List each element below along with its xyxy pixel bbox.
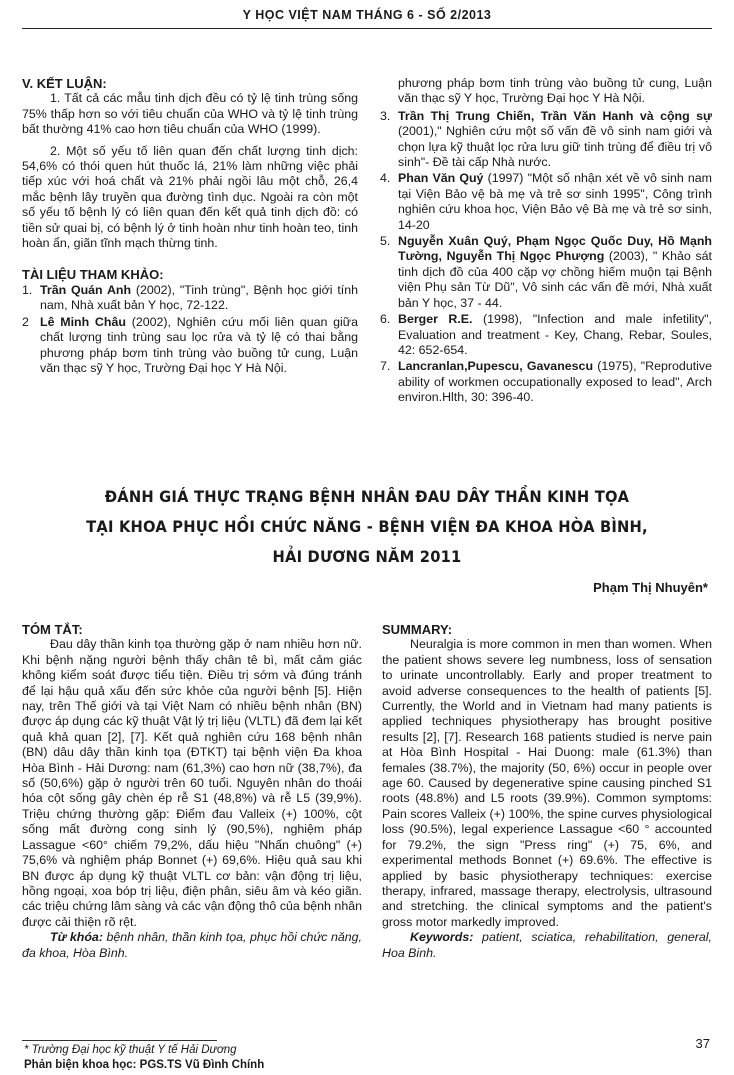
reference-text: (2002), "Tinh trùng", Bệnh học giới tính nam, Nhà xuất bản Y học, 72-122. — [40, 282, 358, 313]
conclusion-heading: V. KẾT LUẬN: — [22, 76, 107, 91]
running-header: Y HỌC VIỆT NAM THÁNG 6 - SỐ 2/2013 — [22, 8, 712, 29]
keywords-en-text: patient, sciatica, rehabilitation, general, Hoa Binh. — [382, 930, 712, 960]
reference-author: Trần Quán Anh — [40, 282, 132, 297]
reference-number: 5. — [380, 234, 391, 249]
reference-item — [22, 283, 358, 314]
article-author: Phạm Thị Nhuyên* — [593, 580, 708, 595]
reference-item — [380, 171, 712, 233]
article-title-line-2: TẠI KHOA PHỤC HỒI CHỨC NĂNG - BỆNH VIỆN ĐA KHOA HÒA BÌNH, — [86, 517, 648, 536]
keywords-vi-text: bệnh nhân, thần kinh tọa, phục hồi chức năng, đa khoa, Hòa Bình. — [22, 930, 362, 960]
reference-number: 3. — [380, 108, 391, 123]
abstract-en-keywords — [382, 930, 712, 961]
abstract-vi-body: Đau dây thần kinh tọa thường gặp ở nam nhiều hơn nữ. Khi bệnh nặng người bệnh thấy chân tê bì, mất cảm giác không kiểm soát được tiểu tiện. Điều trị sớm và đúng tránh để lại hậu quả xấu đến sức khỏe của người bệnh [5]. Hiện nay, trên Thế giới và tại Việt Nam có nhiều bệnh nhân (BN) được áp dụng các kỹ thuật Vật lý trị liệu (VLTL) đã đem lại kết quả khả quan [2], [7]. Kết quả nghiên cứu 168 bệnh nhân (BN) dâu dây thần kinh tọa (ĐTKT) tại bệnh viện Đa khoa Hòa Bình - Hải Dương: nam (61,3%) cao hơn nữ (38,7%), đa số (50,6%) gặp ở người trên 60 tuổi. Nguyên nhân do thoái hóa cột sống gây chèn ép rễ S1 (48,8%) và rễ L5 (39,9%). Triệu chứng thường gặp: Điểm đau Valleix (+) 100%, cột sống mất đường cong sinh lý (90,5%), nghiệm pháp Lassague <60° chiếm 79,2%, dấu hiệu "Nhấn chuông" (+) 75,6% và nghiệm pháp Bonnet (+) 69,6%. Hiệu quả sau khi BN được áp dụng kỹ thuật VLTL cơ bản: vận động trị liệu, hồng ngoại, xoa bóp trị liệu, điện phân, siêu âm và kéo giãn. các triệu chứng lâm sàng và các vận động thô của bệnh nhân được cải thiện rõ rệt. — [22, 637, 362, 929]
reference-text: (1975), "Reprodutive ability of workmen occupationally exposed to lead", Arch environ.Hlth, 30: 396-40. — [398, 359, 712, 405]
footnote-reviewer: Phản biện khoa học: PGS.TS Vũ Đình Chính — [24, 1059, 265, 1071]
conclusion-paragraph-2: 2. Một số yếu tố liên quan đến chất lượng tinh dịch: 54,6% có thói quen hút thuốc lá, 21% làm những việc phải tiếp xúc với hoá chất và 21% phải ngồi lâu một chỗ, 26,4 mắc bệnh lây truyền qua đường tình dục. Ngoài ra còn một số yếu tố bệnh lý có liên quan đến kết quả tinh dịch đồ: có tiền sử quai bị, có bệnh lý ở tinh hoàn như tinh hoàn teo, tinh hoàn ẩn, giãn tĩnh mạch thừng tinh. — [22, 143, 358, 251]
article-title-line-3: HẢI DƯƠNG NĂM 2011 — [272, 547, 462, 566]
reference-author: Lê Minh Châu — [40, 314, 126, 329]
reference-author: Lancranlan,Pupescu, Gavanescu — [398, 359, 594, 374]
keywords-en-label: Keywords: — [410, 930, 474, 945]
article-title — [85, 482, 650, 572]
reference-item — [380, 109, 712, 171]
reference-number: 6. — [380, 312, 391, 327]
abstract-vi-keywords — [22, 930, 362, 961]
footnote-affiliation: * Trường Đại học kỹ thuật Y tế Hải Dương — [24, 1044, 237, 1056]
reference-text: (2001)," Nghiên cứu một số vấn đề vô sinh nam giới và chọn lựa kỹ thuật lọc rửa lưu giữ tinh trùng để điều trị vô sinh"- Đề tài cấp Nhà nước. — [398, 124, 712, 170]
reference-continuation — [380, 76, 712, 107]
abstract-en-body: Neuralgia is more common in men than women. When the patient shows severe leg numbness, loss of sensation to urinate uncontrollably. Early and proper treatment to avoid adverse consequences to the health of patients [5]. Currently, the World and in Vietnam had many patients is applied techniques physiotherapy has brought positive results [2], [7]. Research 168 patients studied is nerve pain at Hòa Bình Hospital - Hai Duong: male (61.3%) than females (38.7%), the majority (50, 6%) occur in people over age 60. Caused by degenerative spine causing pinched S1 roots (48.8%) and L5 roots (39.9%). Common symptoms: Pain scores Valleix (+) 100%, the spine curves physiological loss (90.5%), legal experience Lassague <60 ° accounted for 79.2%, the sign "Press ring" (+) 75, 6%, and experimental methods Bonnet (+) 69.6%. The effective is applied by basic physiotherapy techniques: exercise therapy, infrared, massage therapy, electrolysis, ultrasound and stretching. the clinical symptoms and the patient's gross motor markedly improved. — [382, 637, 712, 929]
reference-text: (2003), " Khảo sát tinh dịch đồ của 400 cặp vợ chồng hiếm muộn tại Bệnh viện Phụ sản Từ Dũ", Vô sinh các vấn đề mới, Nhà xuất bản Y học, 37 - 44. — [398, 249, 712, 310]
references-heading: TÀI LIỆU THAM KHẢO: — [22, 267, 164, 283]
reference-number: 2 — [22, 314, 29, 329]
article-title-line-1: ĐÁNH GIÁ THỰC TRẠNG BỆNH NHÂN ĐAU DÂY THẦN KINH TỌA — [104, 487, 630, 506]
reference-text: (1997) "Một số nhận xét về vô sinh nam tại Viện Bảo vệ bà mẹ và trẻ sơ sinh 1995", Công trình nghiên cứu khoa học, Viện Bảo vệ Bà mẹ và trẻ sơ sinh, 14-20 — [398, 171, 712, 232]
reference-author: Nguyễn Xuân Quý, Phạm Ngọc Quốc Duy, Hồ Mạnh Tường, Nguyễn Thị Ngọc Phượng — [398, 234, 712, 264]
reference-number: 4. — [380, 171, 391, 186]
right-column-abstract — [382, 622, 712, 961]
reference-item — [380, 234, 712, 311]
reference-author: Trần Thị Trung Chiến, Trần Văn Hanh và cộng sự — [398, 108, 712, 123]
reference-2-continued: phương pháp bơm tinh trùng vào buồng tử cung, Luận văn thạc sỹ Y học, Trường Đại học Y Hà Nội. — [398, 76, 712, 106]
right-column-top — [380, 76, 712, 407]
reference-author: Phan Văn Quý — [398, 171, 484, 186]
abstract-vi-heading: TÓM TẮT: — [22, 622, 83, 637]
abstract-en-heading: SUMMARY: — [382, 622, 453, 637]
keywords-vi-label: Từ khóa: — [50, 930, 103, 945]
footnote-divider — [22, 1040, 217, 1041]
reference-author: Berger R.E. — [398, 312, 473, 327]
reference-item — [22, 314, 358, 375]
conclusion-paragraph-1: 1. Tất cả các mẫu tinh dịch đều có tỷ lệ tinh trùng sống 75% thấp hơn so với tiêu chuẩn của WHO và tỷ lệ tinh trùng bất thường 41% cao hơn tiêu chuẩn của WHO (1999). — [22, 91, 358, 137]
reference-item — [380, 359, 712, 405]
page-number: 37 — [695, 1036, 710, 1051]
reference-item — [380, 312, 712, 358]
reference-text: (2002), Nghiên cứu mối liên quan giữa chất lượng tinh trùng sau lọc rửa và tỷ lệ có thai bằng phương pháp bơm tinh trùng vào buồng tử cung, Luận văn thạc sỹ Y học, Trường Đại học Y Hà Nội. — [40, 314, 358, 375]
reference-text: (1998), "Infection and male infetility", Evaluation and treatment - Key, Chang, Rebar, Soules, 42: 652-654. — [398, 312, 713, 357]
left-column-top — [22, 76, 358, 375]
reference-number: 1. — [22, 282, 33, 297]
reference-number: 7. — [380, 359, 391, 374]
left-column-abstract — [22, 622, 362, 961]
